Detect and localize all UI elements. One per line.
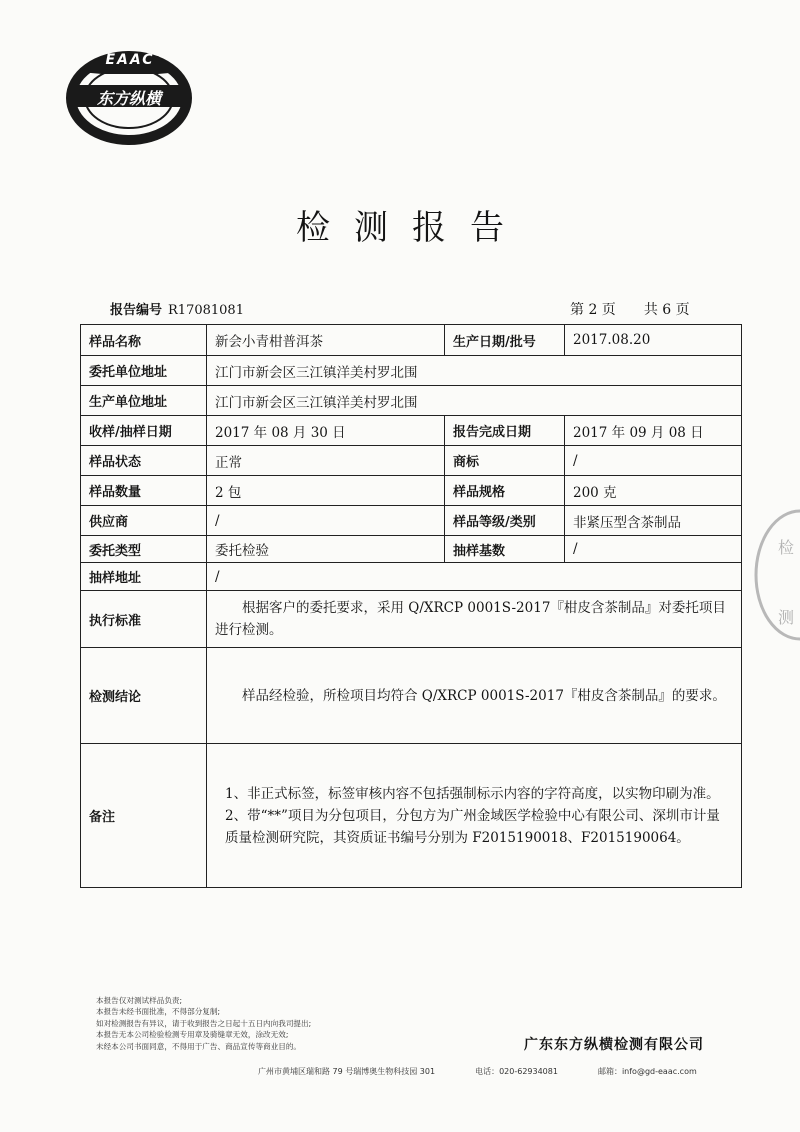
table-row <box>81 325 742 356</box>
svg-text:检: 检 <box>778 538 795 557</box>
table-row <box>81 506 742 536</box>
report-number <box>110 299 244 318</box>
table-row <box>81 386 742 416</box>
footer-note: 本报告未经书面批准，不得部分复制; <box>96 1007 221 1017</box>
svg-text:测: 测 <box>778 608 795 627</box>
report-number-value: R17081081 <box>168 303 244 318</box>
spec-label: 样品规格 <box>445 476 565 506</box>
table-row <box>81 416 742 446</box>
contact-line <box>258 1066 737 1077</box>
production-date-value: 2017.08.20 <box>565 325 742 356</box>
sampling-base-value: / <box>565 536 742 563</box>
company-address: 广州市黄埔区瑞和路 79 号瑞博奥生物科技园 301 <box>258 1067 436 1076</box>
remarks-line-1: 1、非正式标签，标签审核内容不包括强制标示内容的字符高度，以实物印刷为准。 <box>225 785 720 802</box>
page-info <box>570 299 690 319</box>
quantity-value: 2 包 <box>207 476 445 506</box>
supplier-label: 供应商 <box>81 506 207 536</box>
report-table <box>80 324 742 888</box>
receive-date-value: 2017 年 08 月 30 日 <box>207 416 445 446</box>
company-email: 邮箱：info@gd-eaac.com <box>597 1067 697 1076</box>
client-address-value: 江门市新会区三江镇洋美村罗北围 <box>207 356 742 386</box>
seam-stamp <box>752 505 800 645</box>
supplier-value: / <box>207 506 445 536</box>
footer-notes <box>96 995 311 1052</box>
sample-state-value: 正常 <box>207 446 445 476</box>
standard-value: 根据客户的委托要求，采用 Q/XRCP 0001S-2017『柑皮含茶制品』对委托项目进行检测。 <box>215 600 726 638</box>
remarks-line-2: 2、带“**”项目为分包项目，分包方为广州金域医学检验中心有限公司、深圳市计量质量检测研究院，其资质证书编号分别为 F2015190018、F2015190064。 <box>225 807 720 846</box>
page-title: 检测报告 <box>296 208 528 248</box>
footer-note: 本报告无本公司检验检测专用章及骑缝章无效，涂改无效; <box>96 1030 289 1040</box>
sampling-base-label: 抽样基数 <box>445 536 565 563</box>
commission-type-label: 委托类型 <box>81 536 207 563</box>
client-address-label: 委托单位地址 <box>81 356 207 386</box>
standard-label: 执行标准 <box>81 591 207 648</box>
logo-badge: EAAC <box>105 52 155 68</box>
table-row <box>81 356 742 386</box>
company-phone: 电话：020-62934081 <box>475 1067 558 1076</box>
table-row <box>81 446 742 476</box>
sample-name-label: 样品名称 <box>81 325 207 356</box>
table-row <box>81 744 742 888</box>
quantity-label: 样品数量 <box>81 476 207 506</box>
page-total: 共 6 页 <box>643 302 690 318</box>
sampling-address-label: 抽样地址 <box>81 563 207 591</box>
producer-address-label: 生产单位地址 <box>81 386 207 416</box>
table-row <box>81 536 742 563</box>
company-logo <box>62 40 197 145</box>
logo-name: 东方纵横 <box>96 89 161 108</box>
sampling-address-value: / <box>207 563 742 591</box>
spec-value: 200 克 <box>565 476 742 506</box>
table-row <box>81 591 742 648</box>
footer-note: 本报告仅对测试样品负责; <box>96 996 183 1005</box>
table-row <box>81 648 742 744</box>
report-number-label: 报告编号 <box>110 303 163 318</box>
complete-date-value: 2017 年 09 月 08 日 <box>565 416 742 446</box>
receive-date-label: 收样/抽样日期 <box>81 416 207 446</box>
producer-address-value: 江门市新会区三江镇洋美村罗北围 <box>207 386 742 416</box>
conclusion-label: 检测结论 <box>81 648 207 744</box>
footer-note: 未经本公司书面同意，不得用于广告、商品宣传等商业目的。 <box>96 1041 302 1051</box>
complete-date-label: 报告完成日期 <box>445 416 565 446</box>
production-date-label: 生产日期/批号 <box>445 325 565 356</box>
remarks-label: 备注 <box>81 744 207 888</box>
sample-name-value: 新会小青柑普洱茶 <box>207 325 445 356</box>
trademark-label: 商标 <box>445 446 565 476</box>
grade-label: 样品等级/类别 <box>445 506 565 536</box>
trademark-value: / <box>565 446 742 476</box>
grade-value: 非紧压型含茶制品 <box>565 506 742 536</box>
conclusion-value: 样品经检验，所检项目均符合 Q/XRCP 0001S-2017『柑皮含茶制品』的要求。 <box>242 687 726 704</box>
commission-type-value: 委托检验 <box>207 536 445 563</box>
footer-note: 如对检测报告有异议，请于收到报告之日起十五日内向我司提出; <box>96 1018 312 1028</box>
table-row <box>81 563 742 591</box>
sample-state-label: 样品状态 <box>81 446 207 476</box>
table-row <box>81 476 742 506</box>
company-name: 广东东方纵横检测有限公司 <box>524 1037 704 1053</box>
page-number: 第 2 页 <box>570 302 616 318</box>
